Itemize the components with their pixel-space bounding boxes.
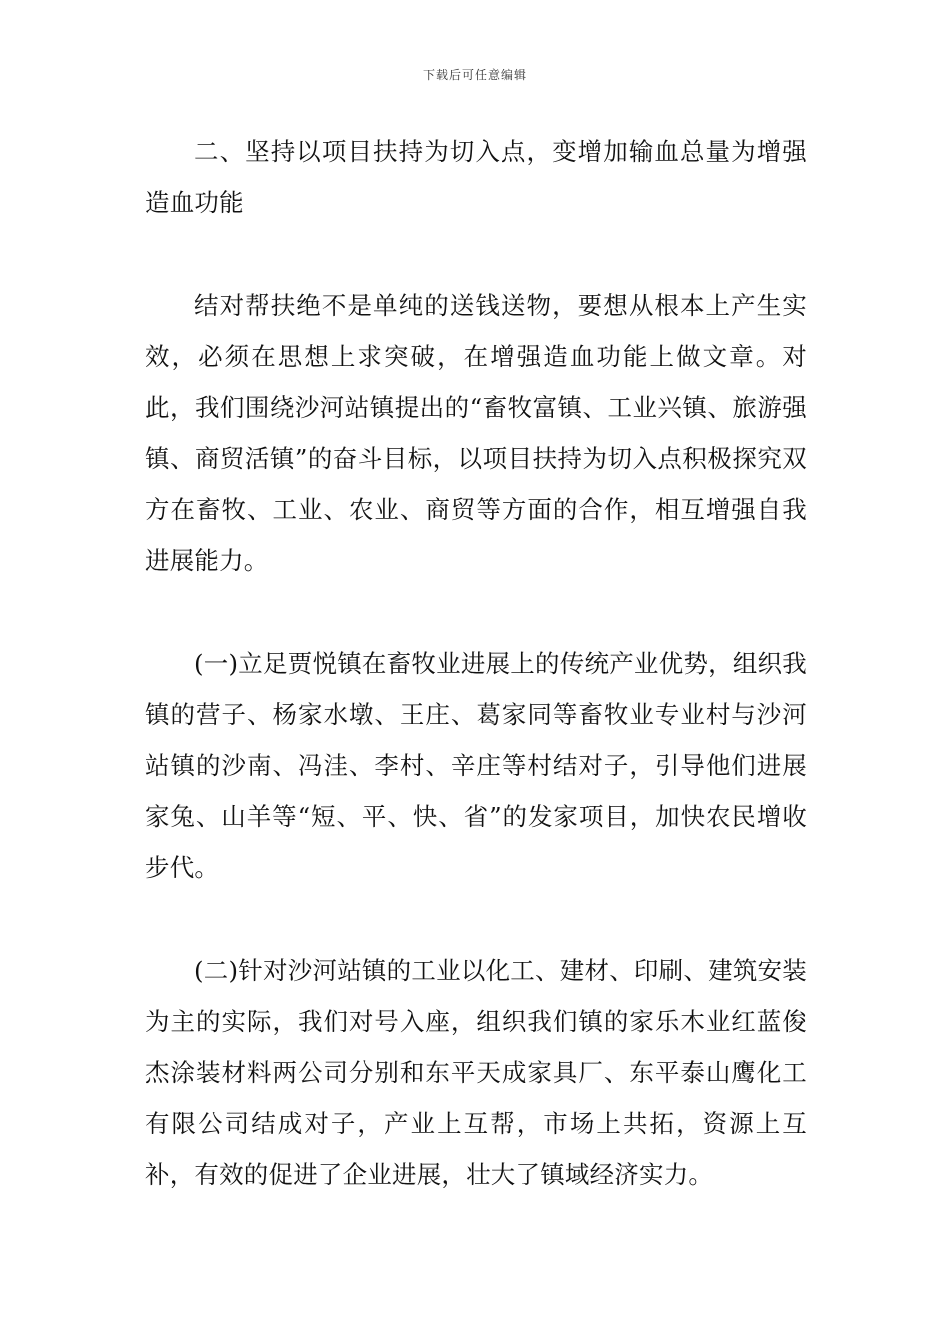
paragraph-item-1: (一)立足贾悦镇在畜牧业进展上的传统产业优势，组织我镇的营子、杨家水墩、王庄、葛家同等畜牧业专业村与沙河站镇的沙南、冯洼、李村、辛庄等村结对子，引导他们进展家兔、山羊等“短、平、快、省”的发家项目，加快农民增收步代。 <box>145 649 807 882</box>
paragraph-intro: 结对帮扶绝不是单纯的送钱送物，要想从根本上产生实效，必须在思想上求突破，在增强造血功能上做文章。对此，我们围绕沙河站镇提出的“畜牧富镇、工业兴镇、旅游强镇、商贸活镇”的奋斗目标，以项目扶持为切入点积极探究双方在畜牧、工业、农业、商贸等方面的合作，相互增强自我进展能力。 <box>145 291 807 575</box>
paragraph-item-2: (二)针对沙河站镇的工业以化工、建材、印刷、建筑安装为主的实际，我们对号入座，组织我们镇的家乐木业红蓝俊杰涂装材料两公司分别和东平天成家具厂、东平泰山鹰化工有限公司结成对子，产业上互帮，市场上共拓，资源上互补，有效的促进了企业进展，壮大了镇域经济实力。 <box>145 956 807 1189</box>
section-heading: 二、坚持以项目扶持为切入点，变增加输血总量为增强造血功能 <box>145 137 807 217</box>
document-body <box>145 126 807 1252</box>
page-header-note: 下载后可任意编辑 <box>422 68 527 82</box>
